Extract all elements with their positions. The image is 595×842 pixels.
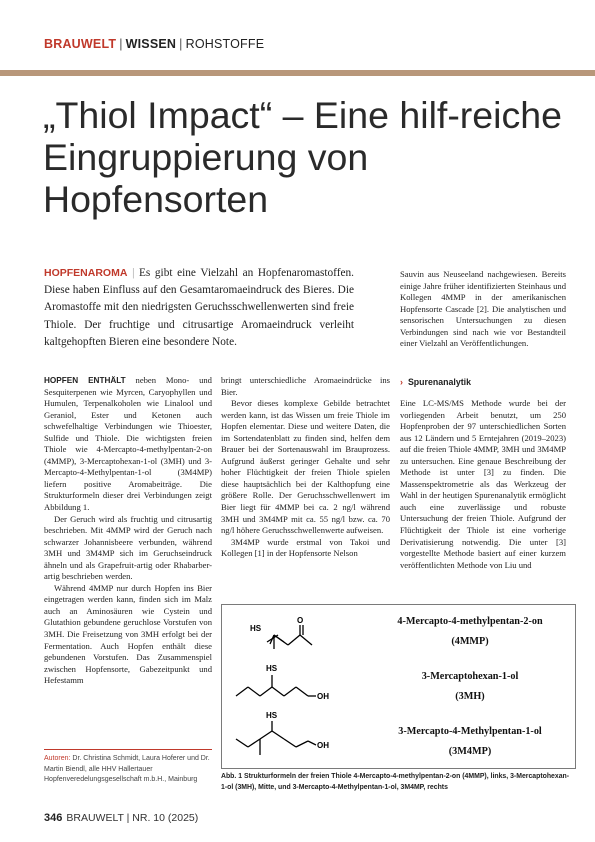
paragraph: Sauvin aus Neuseeland nachgewiesen. Bereits einige Jahre früher identifizierten Steinhaus und Kollegen 4MMP in der amerikanischen Hopfensorte Cascade [2]. Die analytischen und sensorischen Untersuchungen zu diesen Verbindungen sind nach wie vor Bestandteil einer Vielzahl an Veröffentlichungen.	[400, 269, 566, 349]
atom-label-oh: OH	[317, 692, 329, 701]
authors-label: Autoren:	[44, 755, 71, 762]
authors-divider	[44, 749, 212, 750]
molecule-abbreviation: (4MMP)	[451, 636, 489, 647]
article-lead	[44, 265, 354, 351]
molecule-name: 3-Mercaptohexan-1-ol	[421, 671, 519, 682]
text-column-2	[221, 375, 390, 560]
paragraph: Eine LC-MS/MS Methode wurde bei der vorliegenden Arbeit benutzt, um 250 Hopfenproben der 97 unterschiedlichen Sorten aus 12 Ländern und 5 Erntejahren (2019–2023) auf die freien Thiole 4MMP, 3MH und 3M4MP zu untersuchen. Eine genaue Beschreibung der Methode ist unter [3] zu finden. Die Massenspektrometrie als das Werkzeug der Wahl in der heutigen Spurenanalytik ermöglicht auch eine zuverlässige und robuste Untersuchung der freien Thiole. Aufgrund der Flüchtigkeit der Thiole ist eine vorherige Derivatisierung notwendig. Die unter [3] vorgestellte Methode basiert auf einer kurzem veröffentlichten Methode von Liu und	[400, 398, 566, 570]
atom-label-oh: OH	[317, 741, 329, 750]
header-rule	[0, 70, 595, 76]
molecule-abbreviation: (3M4MP)	[448, 746, 492, 757]
molecule-3m4mp	[236, 721, 316, 755]
molecule-4mmp	[267, 625, 312, 649]
paragraph: bringt unterschiedliche Aromaeindrücke ins Bier.	[221, 375, 390, 397]
lead-text: Es gibt eine Vielzahl an Hopfenaromastoffen. Diese haben Einfluss auf den Gesamtaromaeindruck des Bieres. Die Aromastoffe mit den niedrigsten Geruchsschwellenwerten sind freie Thiole. Der fruchtige und citrusartige Aromaeindruck verleiht kaltgehopften Bieren eine besondere Note.	[44, 267, 354, 348]
section-header	[44, 37, 264, 51]
paragraph: neben Mono- und Sesquiterpenen wie Myrcen, Caryophyllen und Humulen, Terpenalkoholen wie Linalool und Geraniol, Ester und Ketonen auch schwefelhaltige Verbindungen wie Thioester, Sulfide und Thiole. Die wichtigsten freien Thiole wie 4-Mercapto-4-methylpentan-2-on (4MMP), 3-Mercaptohexan-1-ol (3MH) und 3-Mercapto-4-Methylpentan-1-ol (3M4MP) liefern positive Aromabeiträge. Die Strukturformeln dieser drei Verbindungen zeigt Abbildung 1.	[44, 375, 212, 513]
atom-label-hs: HS	[266, 664, 278, 673]
page-footer	[44, 812, 198, 824]
atom-label-hs: HS	[266, 711, 278, 720]
molecule-name: 3-Mercapto-4-Methylpentan-1-ol	[398, 726, 542, 737]
lead-keyword: HOPFENAROMA	[44, 267, 128, 279]
subheading-text: Spurenanalytik	[407, 377, 472, 387]
molecule-abbreviation: (3MH)	[455, 691, 485, 702]
text-column-1	[44, 375, 212, 687]
page-number: 346	[44, 812, 63, 824]
header-separator: |	[119, 37, 123, 51]
text-column-3-continued	[400, 398, 566, 571]
authors-text: Dr. Christina Schmidt, Laura Hoferer und Dr. Martin Biendl, alle HHV Hallertauer Hopfenveredelungsgesellschaft m.b.H., Mainburg	[44, 755, 210, 783]
molecule-name-3m4mp	[370, 726, 570, 757]
paragraph: Während 4MMP nur durch Hopfen ins Bier eingetragen werden kann, finden sich im Malz auch an Aminosäuren wie Cystein und Glutathion gebundene geruchlose Vorstufen von 3MH. Die Freisetzung von 3MH erfolgt bei der Fermentation. Auch Hopfen enthält diese gebundenen Vorstufen. Das Zusammenspiel zwischen Hopfensorte, Gabezeitpunkt und Hefestamm	[44, 582, 212, 686]
header-brand: BRAUWELT	[44, 37, 117, 51]
figure-structural-formulas	[221, 604, 576, 769]
header-section: WISSEN	[125, 37, 177, 51]
molecule-3mh	[236, 675, 316, 696]
caption-label: Abb. 1	[221, 773, 243, 780]
molecule-name-4mmp	[370, 616, 570, 647]
atom-label-o: O	[297, 616, 304, 625]
molecule-name: 4-Mercapto-4-methylpentan-2-on	[397, 616, 543, 627]
run-in-heading: HOPFEN ENTHÄLT	[44, 376, 126, 385]
caption-text: Strukturformeln der freien Thiole 4-Mercapto-4-methylpentan-2-on (4MMP), links, 3-Mercaptohexan-1-ol (3MH), Mitte, und 3-Mercapto-4-Methylpentan-1-ol, 3M4MP, rechts	[221, 773, 570, 791]
chevron-icon: ›	[400, 377, 403, 387]
figure-caption	[221, 772, 574, 793]
atom-label-hs: HS	[250, 624, 262, 633]
paragraph: Bevor dieses komplexe Gebilde betrachtet werden kann, ist das Wissen um freie Thiole im Hopfen elementar. Diese und weitere Daten, die im Sortendatenblatt zu finden sind, helfen dem Brauer bei der Sortenauswahl im Brauprozess. Aufgrund äußerst geringer Gehalte und sehr hoher Flüchtigkeit der freien Thiole spielen diese hauptsächlich bei der Kalthopfung eine größere Rolle. Der Geruchsschwellenwert im Bier liegt für 4MMP bei ca. 2 ng/l während 3MH und 3M4MP mit ca. 55 ng/l bzw. ca. 70 ng/l höhere Geruchsschwellenwerte aufweisen.	[221, 398, 390, 536]
subheading	[400, 377, 471, 387]
molecule-name-3mh	[370, 671, 570, 702]
journal-issue: BRAUWELT | NR. 10 (2025)	[66, 812, 199, 824]
paragraph: 3M4MP wurde erstmal von Takoi und Kollegen [1] in der Hopfensorte Nelson	[221, 536, 390, 559]
header-separator: |	[179, 37, 183, 51]
article-title: „Thiol Impact“ – Eine hilf-reiche Eingruppierung von Hopfensorten	[43, 94, 562, 220]
header-topic: ROHSTOFFE	[185, 37, 265, 51]
text-column-3	[400, 269, 566, 350]
paragraph: Der Geruch wird als fruchtig und citrusartig beschrieben. Mit 4MMP wird der Geruch nach schwarzer Johannisbeere verbunden, während 3MH und 3M4MP sich im Geruchseindruck ähneln und als Grapefruit-artig oder Rhabarber-artig beschrieben werden.	[44, 513, 212, 582]
lead-separator: |	[132, 267, 135, 279]
author-note	[44, 754, 212, 786]
